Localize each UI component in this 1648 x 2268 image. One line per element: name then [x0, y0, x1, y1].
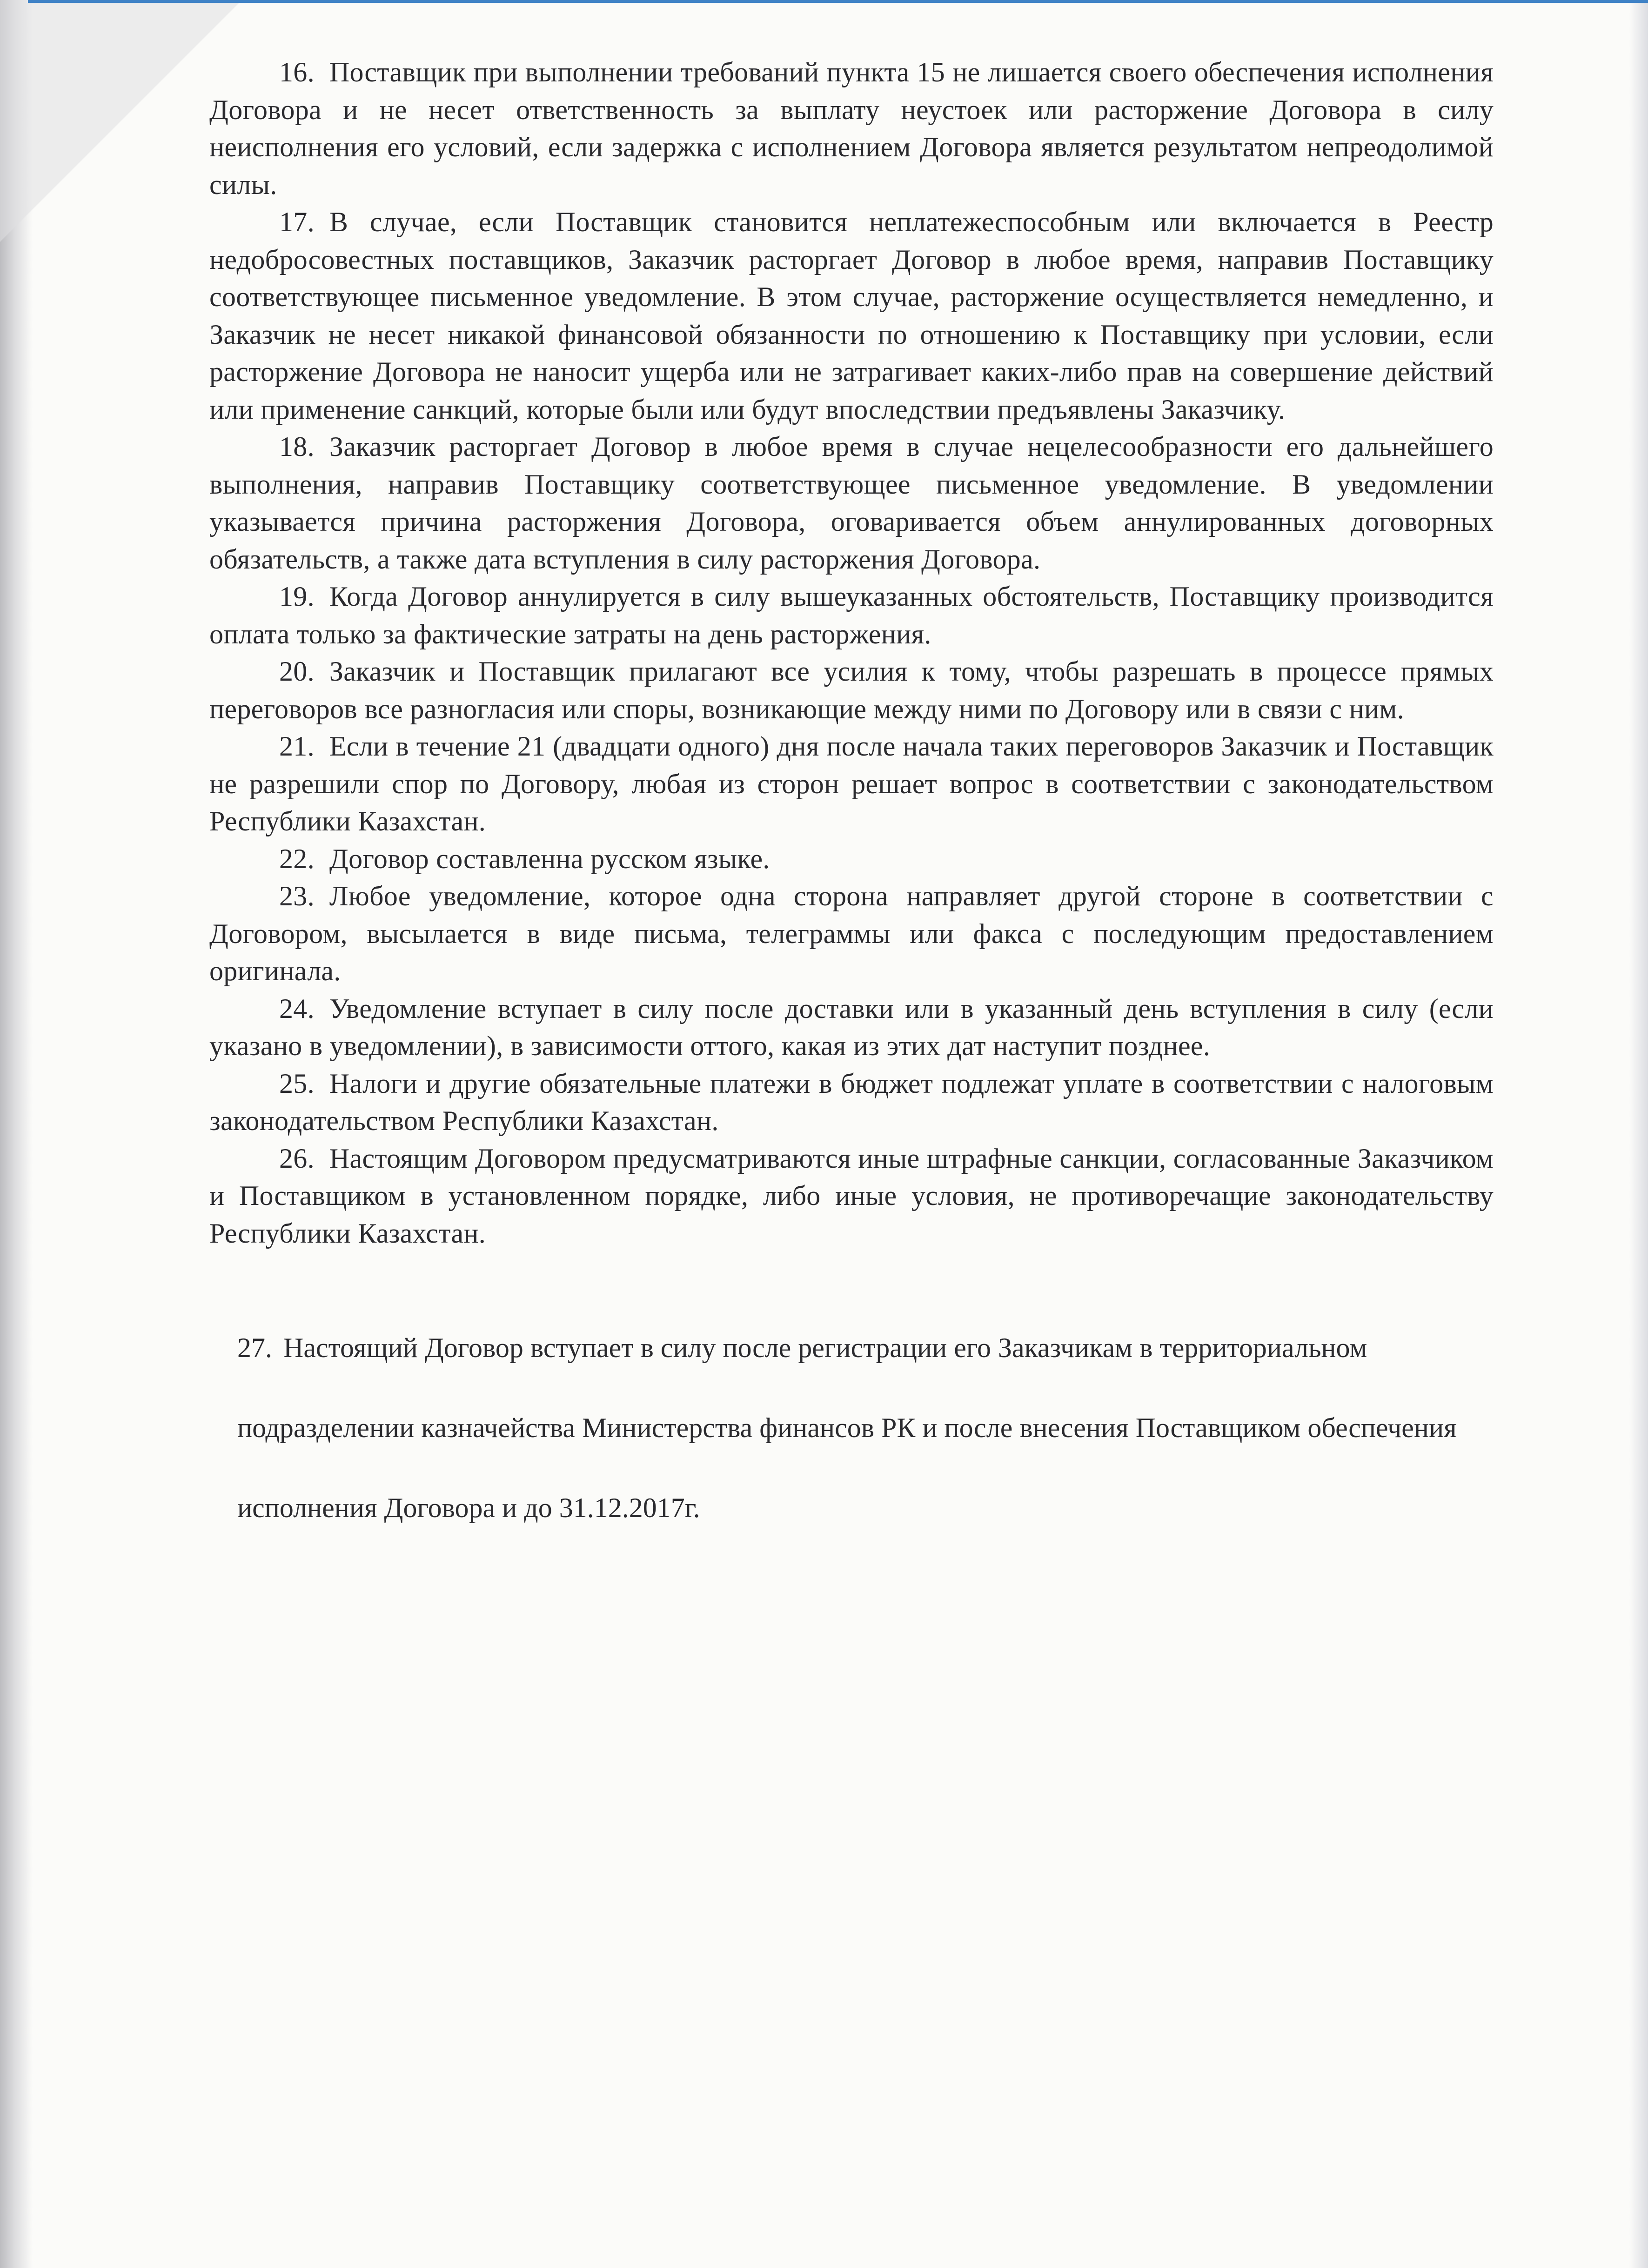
clause-number: 27. [237, 1332, 272, 1363]
clause-text: Налоги и другие обязательные платежи в бюджет подлежат уплате в соответствии с налоговым законодательством Республики Казахстан. [209, 1068, 1494, 1136]
clause-text: Настоящий Договор вступает в силу после регистрации его Заказчикам в территориальном подразделении казначейства Министерства финансов РК и после внесения Поставщиком обеспечения исполнения Договора и до 31.12.2017г. [237, 1332, 1457, 1523]
clause-text: Уведомление вступает в силу после доставки или в указанный день вступления в силу (если указано в уведомлении), в зависимости оттого, какая из этих дат наступит позднее. [209, 993, 1494, 1061]
clause-number: 17. [279, 207, 315, 237]
clause-number: 21. [279, 731, 315, 762]
clause-text: Заказчик и Поставщик прилагают все усилия к тому, чтобы разрешать в процессе прямых переговоров все разногласия или споры, возникающие между ними по Договору или в связи с ним. [209, 656, 1494, 724]
scan-top-edge [28, 0, 1648, 3]
clause-17 [209, 203, 1494, 428]
clause-number: 23. [279, 881, 315, 911]
clause-27 [237, 1308, 1470, 1548]
clause-text: Настоящим Договором предусматриваются иные штрафные санкции, согласованные Заказчиком и Поставщиком в установленном порядке, либо иные условия, не противоречащие законодательству Республики Казахстан. [209, 1143, 1494, 1249]
clause-text: В случае, если Поставщик становится неплатежеспособным или включается в Реестр недобросовестных поставщиков, Заказчик расторгает Договор в любое время, направив Поставщику соответствующее письменное уведомление. В этом случае, расторжение осуществляется немедленно, и Заказчик не несет никакой финансовой обязанности по отношению к Поставщику при условии, если расторжение Договора не наносит ущерба или не затрагивает каких-либо прав на совершение действий или применение санкций, которые были или будут впоследствии предъявлены Заказчику. [209, 207, 1494, 425]
scan-shadow-left [0, 0, 33, 2268]
clause-number: 22. [279, 843, 315, 874]
clause-26 [209, 1140, 1494, 1252]
clause-text: Договор составленна русском языке. [329, 843, 770, 874]
clause-number: 20. [279, 656, 315, 687]
clause-text: Когда Договор аннулируется в силу вышеуказанных обстоятельств, Поставщику производится оплата только за фактические затраты на день расторжения. [209, 581, 1494, 649]
clause-number: 26. [279, 1143, 315, 1174]
clause-number: 25. [279, 1068, 315, 1099]
clause-text: Поставщик при выполнении требований пункта 15 не лишается своего обеспечения исполнения Договора и не несет ответственность за выплату неустоек или расторжение Договора в силу неисполнения его условий, если задержка с исполнением Договора является результатом непреодолимой силы. [209, 57, 1494, 200]
clause-text: Заказчик расторгает Договор в любое время в случае нецелесообразности его дальнейшего выполнения, направив Поставщику соответствующее письменное уведомление. В уведомлении указывается причина расторжения Договора, оговаривается объем аннулированных договорных обязательств, а также дата вступления в силу расторжения Договора. [209, 431, 1494, 575]
clause-22 [209, 840, 1494, 878]
clause-number: 16. [279, 57, 315, 87]
clause-text: Если в течение 21 (двадцати одного) дня после начала таких переговоров Заказчик и Поставщик не разрешили спор по Договору, любая из сторон решает вопрос в соответствии с законодательством Республики Казахстан. [209, 731, 1494, 836]
clause-19 [209, 578, 1494, 653]
clause-24 [209, 990, 1494, 1065]
clause-21 [209, 728, 1494, 840]
scan-folded-corner [0, 0, 242, 242]
clause-23 [209, 877, 1494, 990]
clause-number: 24. [279, 993, 315, 1024]
clause-18 [209, 428, 1494, 578]
clause-number: 18. [279, 431, 315, 462]
clause-20 [209, 653, 1494, 728]
scan-edge-right [1629, 0, 1648, 2268]
contract-page [209, 54, 1494, 1548]
clause-number: 19. [279, 581, 315, 612]
clause-text: Любое уведомление, которое одна сторона направляет другой стороне в соответствии с Договором, высылается в виде письма, телеграммы или факса с последующим предоставлением оригинала. [209, 881, 1494, 986]
clause-25 [209, 1065, 1494, 1140]
clause-16 [209, 54, 1494, 203]
